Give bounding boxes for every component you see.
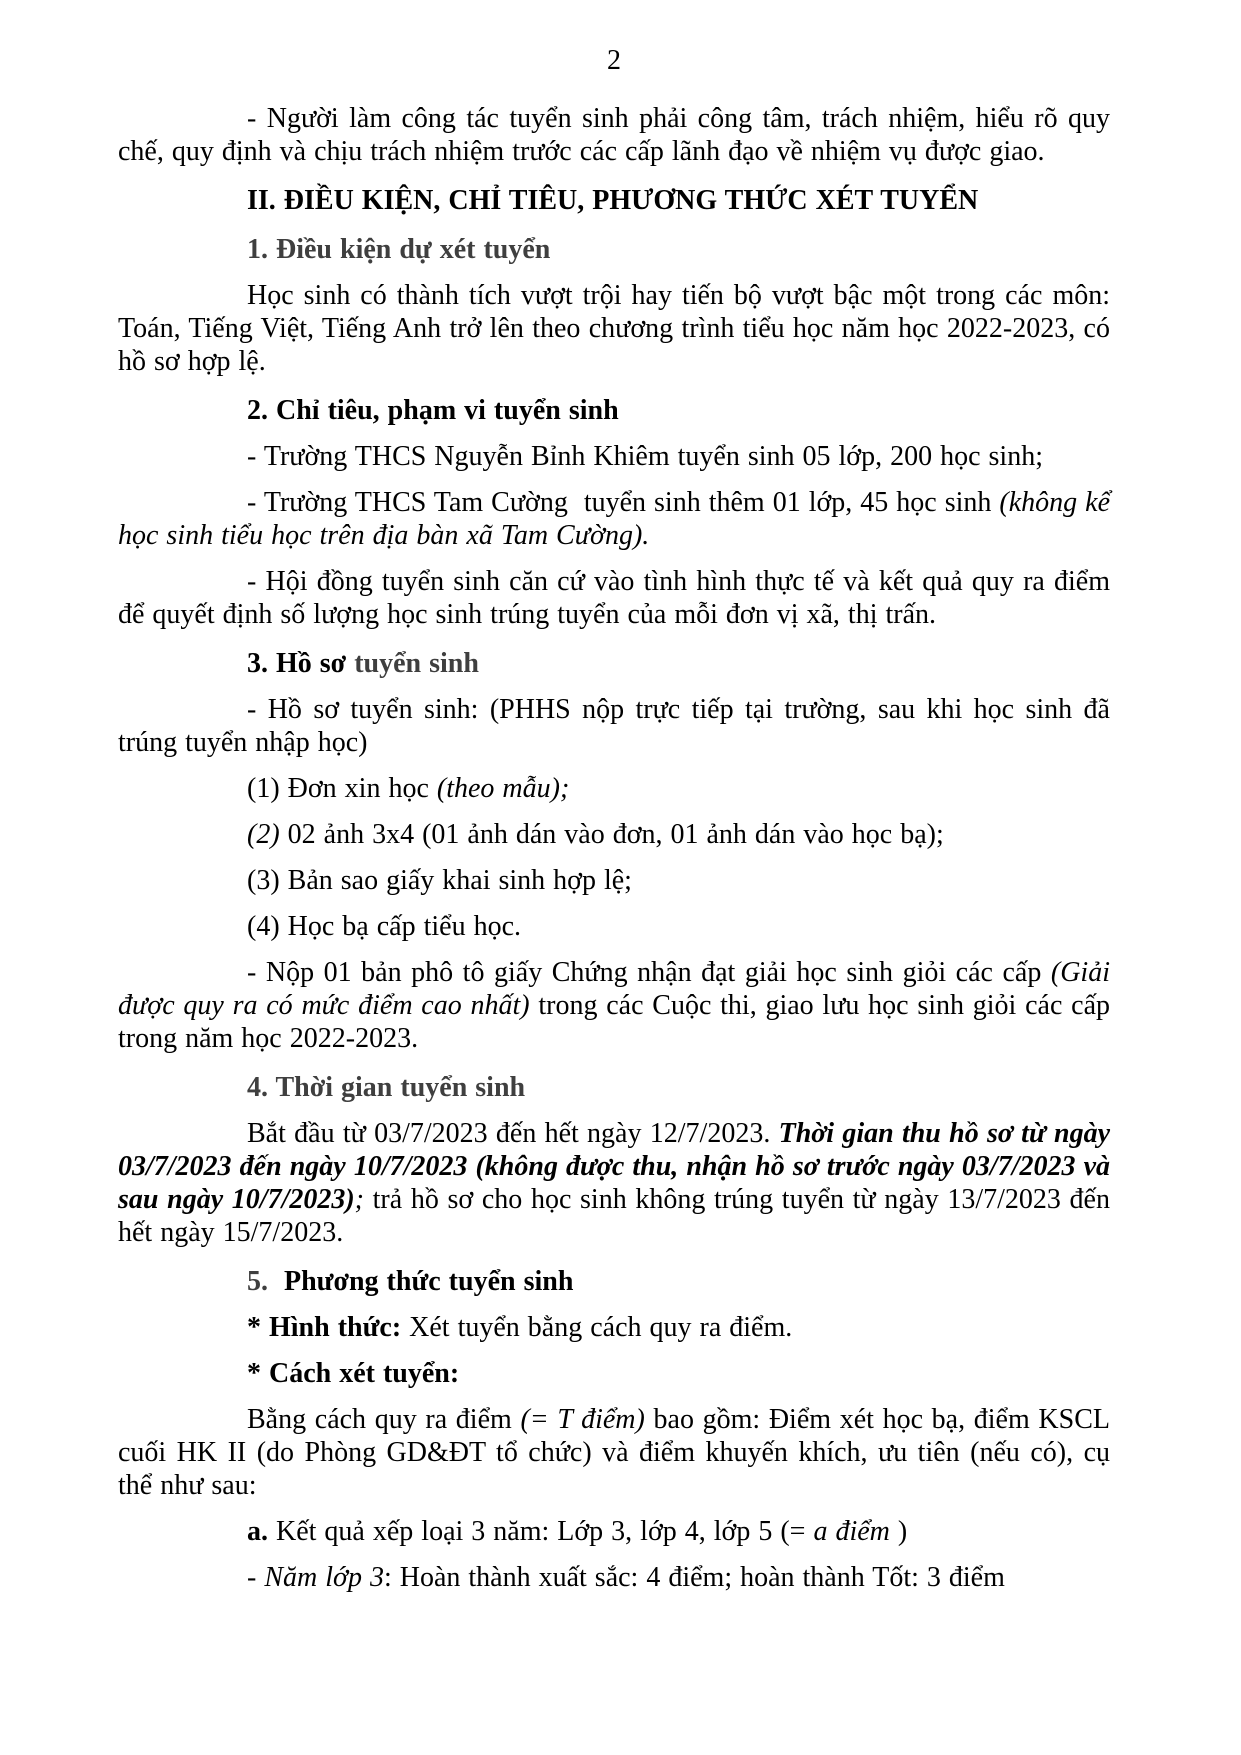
heading-4-thoi-gian-tuyen-sinh bbox=[118, 1071, 1110, 1104]
para-bang-cach-quy-ra-diem bbox=[118, 1403, 1110, 1502]
text-run: : Hoàn thành xuất sắc: 4 điểm; hoàn thành Tốt: 3 điểm bbox=[383, 1562, 1005, 1593]
text-run: (không kể học sinh tiểu học trên địa bàn xã Tam Cường). bbox=[118, 487, 1110, 551]
heading-3-ho-so-tuyen-sinh bbox=[118, 647, 1110, 680]
para-nam-lop-3 bbox=[118, 1561, 1110, 1594]
para-ho-so-intro bbox=[118, 693, 1110, 759]
page-number: 2 bbox=[607, 45, 621, 76]
text-run: trong các Cuộc thi, giao lưu học sinh giỏi các cấp trong năm học 2022-2023. bbox=[118, 990, 1110, 1054]
text-run: Học sinh có thành tích vượt trội hay tiến bộ vượt bậc một trong các môn: Toán, Tiếng Việt, Tiếng Anh trở lên theo chương trình tiểu học năm học 2022-2023, có hồ sơ hợp lệ. bbox=[118, 280, 1110, 377]
text-run: 5. bbox=[247, 1266, 268, 1297]
para-nop-ban-pho-to bbox=[118, 956, 1110, 1055]
text-run: - Năm lớp 3 bbox=[247, 1562, 384, 1593]
text-run: (3) Bản sao giấy khai sinh hợp lệ; bbox=[247, 865, 632, 896]
text-run: Xét tuyển bằng cách quy ra điểm. bbox=[409, 1312, 793, 1343]
text-run: - Hội đồng tuyển sinh căn cứ vào tình hình thực tế và kết quả quy ra điểm để quyết định số lượng học sinh trúng tuyển của mỗi đơn vị xã, thị trấn. bbox=[118, 566, 1110, 630]
text-run: ) bbox=[889, 1516, 908, 1547]
text-run: * Cách xét tuyển: bbox=[247, 1358, 460, 1389]
para-hoi-dong-tuyen-sinh bbox=[118, 565, 1110, 631]
text-run: Thời gian thu hồ sơ từ ngày 03/7/2023 đến ngày 10/7/2023 (không được thu, nhận hồ sơ trước ngày 03/7/2023 và sau ngày 10/7/2023) bbox=[118, 1118, 1110, 1215]
para-cach-xet-tuyen bbox=[118, 1357, 1110, 1390]
text-run: tuyển sinh bbox=[354, 648, 479, 679]
text-run: - Hồ sơ tuyển sinh: (PHHS nộp trực tiếp tại trường, sau khi học sinh đã trúng tuyển nhập học) bbox=[118, 694, 1110, 758]
text-run: a điểm bbox=[813, 1516, 890, 1547]
text-run: 2. Chỉ tiêu, phạm vi tuyển sinh bbox=[247, 395, 619, 426]
text-run: (= T điểm) bbox=[520, 1404, 645, 1435]
heading-5-phuong-thuc-tuyen-sinh bbox=[118, 1265, 1110, 1298]
text-run: 3. Hồ sơ bbox=[247, 648, 355, 679]
para-ho-so-item-2 bbox=[118, 818, 1110, 851]
para-ho-so-item-4 bbox=[118, 910, 1110, 943]
text-run: (Giải được quy ra có mức điểm cao nhất) bbox=[118, 957, 1110, 1021]
text-run: II. ĐIỀU KIỆN, CHỈ TIÊU, PHƯƠNG THỨC XÉT TUYỂN bbox=[247, 185, 979, 216]
text-run: * Hình thức: bbox=[247, 1312, 410, 1343]
text-run: (2) bbox=[247, 819, 280, 850]
para-a-ket-qua-xep-loai bbox=[118, 1515, 1110, 1548]
text-run: Bằng cách quy ra điểm bbox=[247, 1404, 521, 1435]
text-run: ; bbox=[354, 1184, 364, 1215]
text-run: (4) Học bạ cấp tiểu học. bbox=[247, 911, 521, 942]
para-truong-nguyen-binh-khiem bbox=[118, 440, 1110, 473]
para-ho-so-item-3 bbox=[118, 864, 1110, 897]
text-run: (theo mẫu); bbox=[436, 773, 570, 804]
text-run: - Trường THCS Tam Cường tuyển sinh thêm 01 lớp, 45 học sinh bbox=[247, 487, 1000, 518]
para-truong-tam-cuong bbox=[118, 486, 1110, 552]
text-run: - Người làm công tác tuyển sinh phải công tâm, trách nhiệm, hiểu rõ quy chế, quy định và chịu trách nhiệm trước các cấp lãnh đạo về nhiệm vụ được giao. bbox=[118, 103, 1110, 167]
heading-section-ii bbox=[118, 184, 1110, 217]
text-run: trả hồ sơ cho học sinh không trúng tuyển từ ngày 13/7/2023 đến hết ngày 15/7/2023. bbox=[118, 1184, 1110, 1248]
para-tuyen-sinh-responsibility bbox=[118, 102, 1110, 168]
heading-2-chi-tieu-pham-vi bbox=[118, 394, 1110, 427]
text-run: Kết quả xếp loại 3 năm: Lớp 3, lớp 4, lớp 5 (= bbox=[268, 1516, 814, 1547]
para-thoi-gian bbox=[118, 1117, 1110, 1249]
para-hinh-thuc bbox=[118, 1311, 1110, 1344]
text-run: Phương thức tuyển sinh bbox=[268, 1266, 574, 1297]
text-run: - Nộp 01 bản phô tô giấy Chứng nhận đạt giải học sinh giỏi các cấp bbox=[247, 957, 1051, 988]
text-run: 1. Điều kiện dự xét tuyển bbox=[247, 234, 551, 265]
text-run: (1) Đơn xin học bbox=[247, 773, 437, 804]
text-run: Bắt đầu từ 03/7/2023 đến hết ngày 12/7/2023. bbox=[247, 1118, 779, 1149]
text-run: 02 ảnh 3x4 (01 ảnh dán vào đơn, 01 ảnh dán vào học bạ); bbox=[279, 819, 944, 850]
text-run: - Trường THCS Nguyễn Bỉnh Khiêm tuyển sinh 05 lớp, 200 học sinh; bbox=[247, 441, 1043, 472]
text-run: bao gồm: Điểm xét học bạ, điểm KSCL cuối HK II (do Phòng GD&ĐT tổ chức) và điểm khuyến khích, ưu tiên (nếu có), cụ thể như sau: bbox=[118, 1404, 1110, 1501]
document-content bbox=[118, 102, 1110, 1594]
para-dieu-kien bbox=[118, 279, 1110, 378]
text-run: a. bbox=[247, 1516, 268, 1547]
heading-1-dieu-kien-du-xet-tuyen bbox=[118, 233, 1110, 266]
text-run: 4. Thời gian tuyển sinh bbox=[247, 1072, 526, 1103]
para-ho-so-item-1 bbox=[118, 772, 1110, 805]
